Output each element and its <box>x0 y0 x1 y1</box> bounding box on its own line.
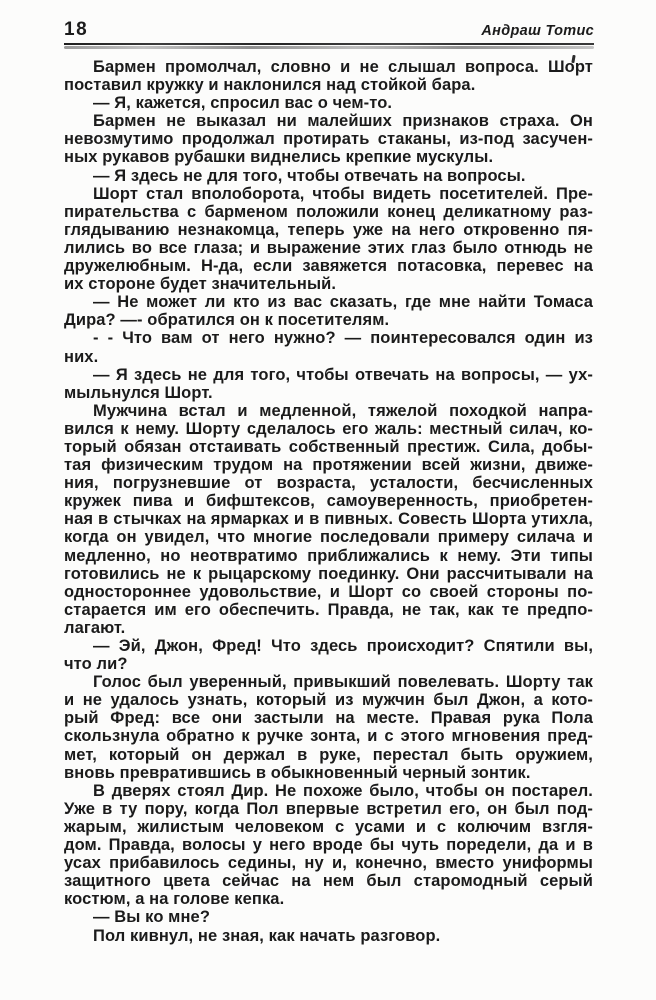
text-line: когда он увидел, что многие последовали примеру силача и <box>64 528 593 547</box>
text-line: поставил кружку и наклонился над стойкой бара. <box>64 76 476 95</box>
text-line: кружек пива и бифштексов, самоуверенность, приобретен- <box>64 492 593 511</box>
text-line: скользнула обратно к ручке зонта, и с этого мгновения пред- <box>64 727 593 746</box>
text-line: ных рукавов рубашки виднелись крепкие мускулы. <box>64 148 494 167</box>
text-line: — Я здесь не для того, чтобы отвечать на вопросы. <box>93 166 526 185</box>
text-line: лились во все глаза; и выражение этих глаз было отнюдь не <box>64 238 593 257</box>
header-rule <box>64 43 594 49</box>
text-line: — Не может ли кто из вас сказать, где мне найти Томаса <box>93 293 593 312</box>
text-line: готовились не к рыцарскому поединку. Они рассчитывали на <box>64 564 593 583</box>
text-line: мыльнулся Шорт. <box>64 383 213 402</box>
text-line: костюм, а на голове кепка. <box>64 890 285 909</box>
text-line: дружелюбным. Н-да, если завяжется потасовка, перевес на <box>64 257 593 276</box>
text-line: рый Фред: все они застыли на месте. Правая рука Пола <box>64 709 593 728</box>
text-line: — Я здесь не для того, чтобы отвечать на вопросы, — ух- <box>93 365 593 384</box>
text-line: их стороне будет значительный. <box>64 275 337 294</box>
text-line: торый обязан отстаивать собственный престиж. Сила, добы- <box>64 437 593 456</box>
header-rule-dark-line <box>64 43 594 45</box>
text-line: старается им его обеспечить. Правда, не так, как те предпо- <box>64 600 593 619</box>
text-line: ния, погрузневшие от возраста, усталости, бесчисленных <box>64 474 593 493</box>
text-line: жарым, жилистым человеком с усами и с колючим взгля- <box>64 817 593 836</box>
text-line: вновь превратившись в обыкновенный черный зонтик. <box>64 763 531 782</box>
text-line: Уже в ту пору, когда Пол впервые встретил его, он был под- <box>64 799 593 818</box>
text-line: — Эй, Джон, Фред! Что здесь происходит? Спятили вы, <box>93 637 593 655</box>
text-line: Пол кивнул, не зная, как начать разговор. <box>93 926 441 945</box>
text-line: Голос был уверенный, привыкший повелевать. Шорту так <box>93 673 593 692</box>
text-line: мет, который он держал в руке, перестал быть оружием, <box>64 745 593 764</box>
text-line: Дира? —- обратился он к посетителям. <box>64 311 390 330</box>
text-line: медленно, но неотвратимо приближались к нему. Эти типы <box>64 546 593 565</box>
text-line: что ли? <box>64 655 128 674</box>
body-text <box>64 58 593 945</box>
text-line: дом. Правда, волосы у него вроде бы чуть поредели, да и в <box>64 836 593 855</box>
text-line: Шорт стал вполоборота, чтобы видеть посетителей. Пре- <box>93 184 593 203</box>
text-line: Мужчина встал и медленной, тяжелой походкой напра- <box>93 401 593 420</box>
text-line: В дверях стоял Дир. Не похоже было, чтобы он постарел. <box>93 781 593 800</box>
text-line: - - Что вам от него нужно? — поинтересовался один из <box>93 329 593 348</box>
text-line: пирательства с барменом положили конец деликатному раз- <box>64 202 593 221</box>
text-line: — Вы ко мне? <box>93 908 211 927</box>
text-line: невозмутимо продолжал протирать стаканы, из-под засучен- <box>64 130 593 149</box>
text-line: Бармен промолчал, словно и не слышал вопроса. Шорт <box>93 58 593 76</box>
text-line: и не удалось узнать, который из мужчин был Джон, а кото- <box>64 691 593 710</box>
header-rule-gray-line <box>64 46 594 49</box>
text-line: Бармен не выказал ни малейших признаков страха. Он <box>93 112 593 131</box>
text-line: глядыванию незнакомца, теперь уже на него откровенно пя- <box>64 220 593 239</box>
text-line: защитного цвета сейчас на нем был старомодный серый <box>64 872 593 891</box>
running-title: Андраш Тотис <box>481 23 594 39</box>
page-header <box>64 19 594 41</box>
text-line: них. <box>64 347 99 366</box>
text-line: ная в стычках на ярмарках и в пивных. Совесть Шорта утихла, <box>64 510 593 529</box>
text-line: — Я, кажется, спросил вас о чем-то. <box>93 94 393 113</box>
text-line: усах прибавилось седины, ну и, конечно, вместо униформы <box>64 854 593 873</box>
text-line: тая физическим трудом на протяжении всей жизни, движе- <box>64 456 593 475</box>
page-number: 18 <box>64 19 89 40</box>
text-line: одностороннее удовольствие, и Шорт со своей стороны по- <box>64 582 593 601</box>
text-line: лагают. <box>64 618 126 637</box>
text-line: вился к нему. Шорту сделалось его жаль: местный силач, ко- <box>64 419 593 438</box>
